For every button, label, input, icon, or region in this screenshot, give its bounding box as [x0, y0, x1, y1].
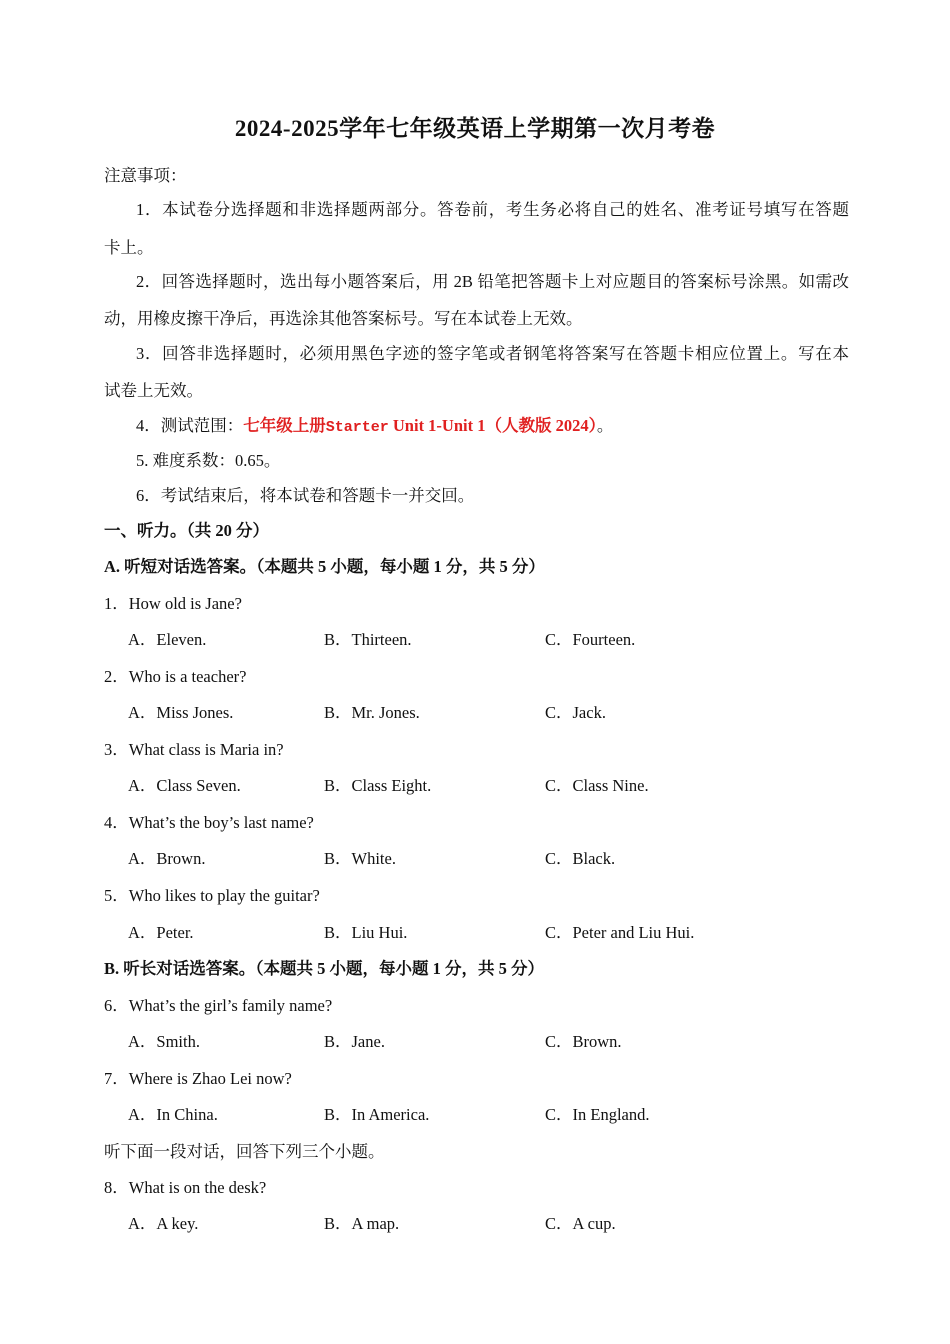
q5-option-b: B．Liu Hui.: [324, 923, 408, 942]
notice-item-3-line1: 3．回答非选择题时，必须用黑色字迹的签字笔或者钢笔将答案写在答题卡相应位置上。写在本: [136, 344, 849, 363]
question-1: 1．How old is Jane?: [104, 594, 242, 613]
q7-option-c: C．In England.: [545, 1105, 650, 1124]
q5-option-a: A．Peter.: [128, 923, 194, 942]
q1-option-c: C．Fourteen.: [545, 630, 636, 649]
notice-item-4-suffix: 。: [596, 416, 614, 435]
q4-option-c: C．Black.: [545, 849, 616, 868]
q6-option-a: A．Smith.: [128, 1032, 200, 1051]
exam-title: 2024-2025学年七年级英语上学期第一次月考卷: [234, 116, 716, 141]
notice-item-1-line2: 卡上。: [104, 238, 154, 257]
q4-option-b: B．White.: [324, 849, 396, 868]
part-a-heading: A. 听短对话选答案。（本题共 5 小题，每小题 1 分，共 5 分）: [104, 557, 545, 576]
q6-option-b: B．Jane.: [324, 1032, 385, 1051]
question-7: 7．Where is Zhao Lei now?: [104, 1069, 292, 1088]
q1-option-a: A．Eleven.: [128, 630, 207, 649]
question-8: 8．What is on the desk?: [104, 1178, 267, 1197]
notice-item-4-prefix: 4．测试范围：: [136, 416, 244, 435]
q3-option-c: C．Class Nine.: [545, 776, 649, 795]
q2-option-a: A．Miss Jones.: [128, 703, 234, 722]
notice-item-1-line1: 1．本试卷分选择题和非选择题两部分。答卷前，考生务必将自己的姓名、准考证号填写在答题: [136, 200, 849, 219]
section-listening-heading: 一、听力。（共 20 分）: [104, 521, 269, 540]
question-3: 3．What class is Maria in?: [104, 740, 284, 759]
q7-option-a: A．In China.: [128, 1105, 218, 1124]
notice-item-4: [136, 416, 881, 438]
q4-option-a: A．Brown.: [128, 849, 206, 868]
test-scope-grade: 七年级上册: [243, 416, 326, 435]
part-b-heading: B. 听长对话选答案。（本题共 5 小题，每小题 1 分，共 5 分）: [104, 959, 545, 978]
q1-option-b: B．Thirteen.: [324, 630, 412, 649]
q2-option-c: C．Jack.: [545, 703, 606, 722]
q6-option-c: C．Brown.: [545, 1032, 622, 1051]
notice-item-6: 6．考试结束后，将本试卷和答题卡一并交回。: [136, 486, 475, 505]
q3-option-a: A．Class Seven.: [128, 776, 241, 795]
q8-option-a: A．A key.: [128, 1214, 199, 1233]
question-6: 6．What’s the girl’s family name?: [104, 996, 333, 1015]
notice-heading: 注意事项：: [104, 166, 187, 185]
question-2: 2．Who is a teacher?: [104, 667, 247, 686]
q8-option-c: C．A cup.: [545, 1214, 616, 1233]
test-scope-units: Unit 1-Unit 1: [388, 416, 486, 435]
test-scope-starter: Starter: [325, 419, 389, 436]
question-5: 5．Who likes to play the guitar?: [104, 886, 320, 905]
q5-option-c: C．Peter and Liu Hui.: [545, 923, 695, 942]
notice-item-3-line2: 试卷上无效。: [104, 381, 203, 400]
q8-option-b: B．A map.: [324, 1214, 400, 1233]
question-4: 4．What’s the boy’s last name?: [104, 813, 314, 832]
notice-item-5: 5. 难度系数：0.65。: [136, 451, 281, 470]
dialogue-instruction: 听下面一段对话，回答下列三个小题。: [104, 1142, 385, 1161]
test-scope-edition: （人教版 2024）: [485, 416, 597, 435]
q3-option-b: B．Class Eight.: [324, 776, 432, 795]
notice-item-2-line1: 2．回答选择题时，选出每小题答案后，用 2B 铅笔把答题卡上对应题目的答案标号涂黑。如需改: [136, 272, 849, 291]
notice-item-2-line2: 动，用橡皮擦干净后，再选涂其他答案标号。写在本试卷上无效。: [104, 309, 583, 328]
q2-option-b: B．Mr. Jones.: [324, 703, 420, 722]
q7-option-b: B．In America.: [324, 1105, 430, 1124]
